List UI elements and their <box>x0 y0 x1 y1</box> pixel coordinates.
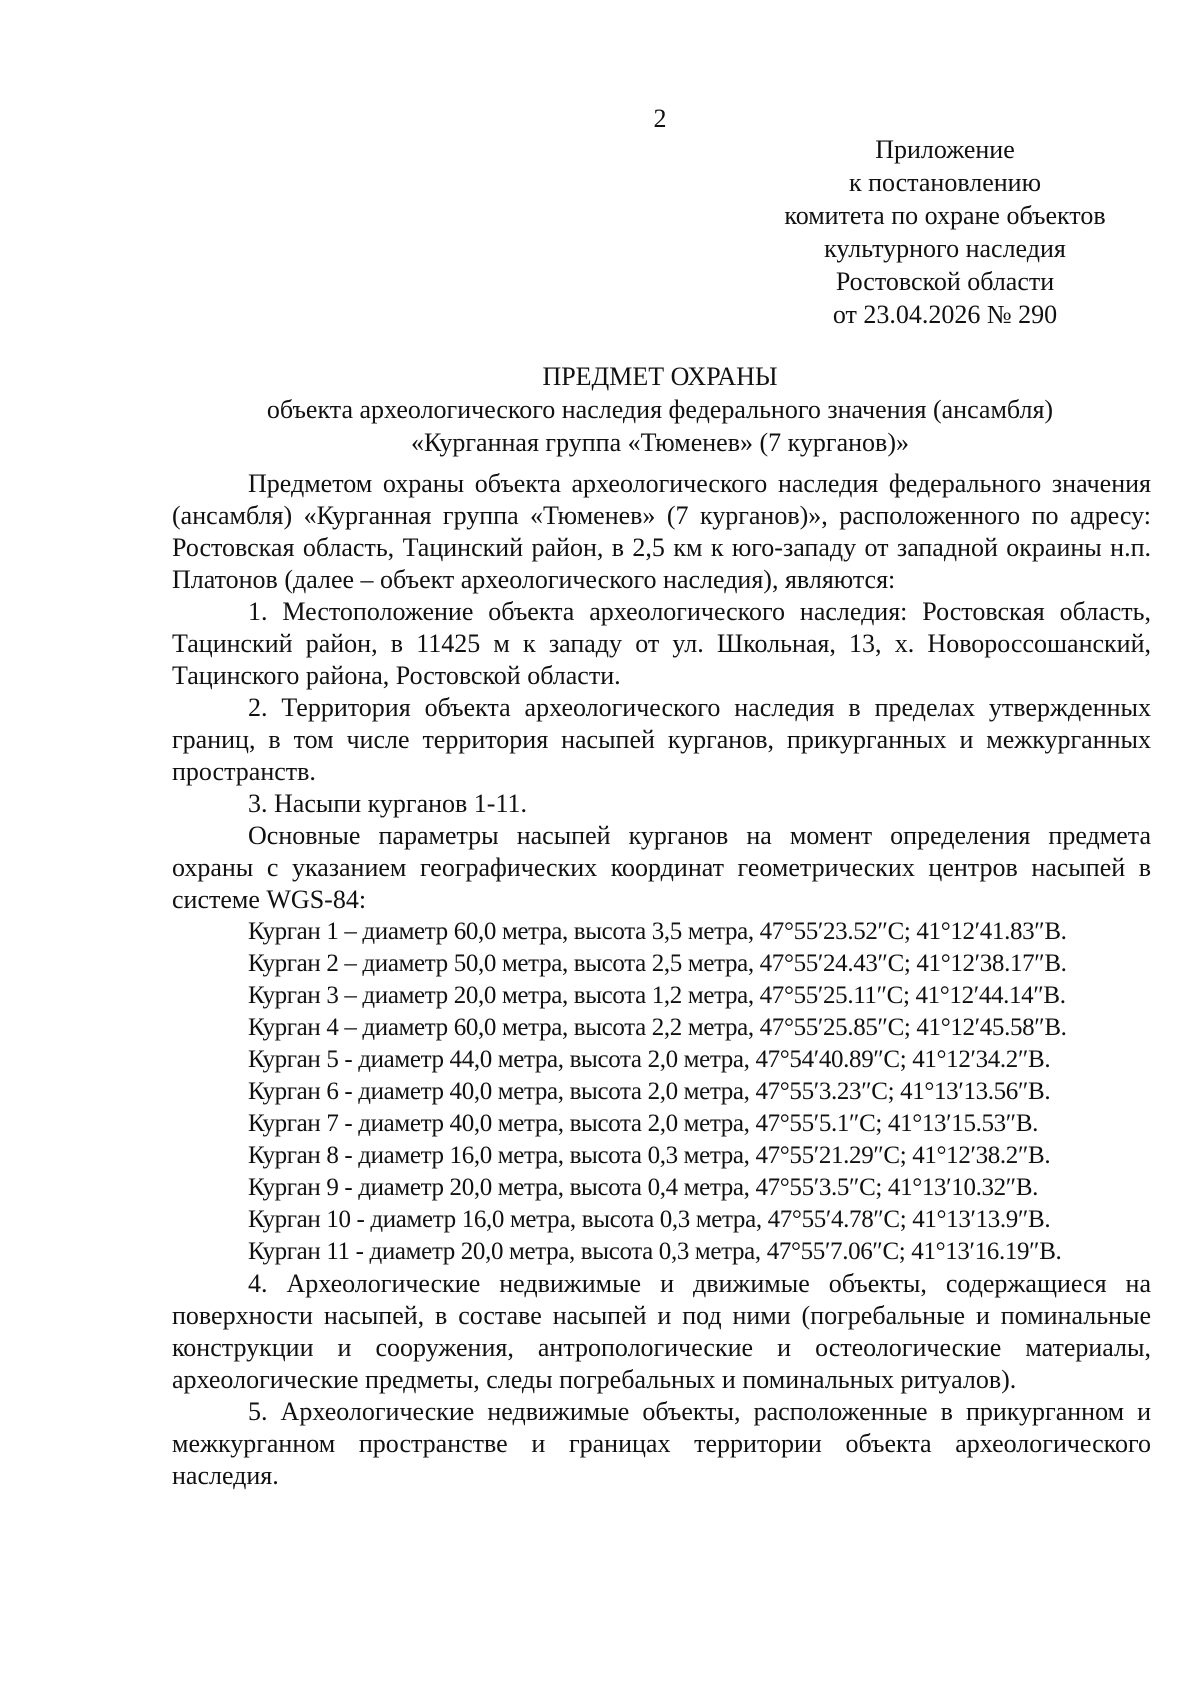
kurgan-item: Курган 7 - диаметр 40,0 метра, высота 2,0 метра, 47°55′5.1″С; 41°13′15.53″В. <box>248 1110 1039 1137</box>
kurgan-item: Курган 8 - диаметр 16,0 метра, высота 0,3 метра, 47°55′21.29″С; 41°12′38.2″В. <box>248 1142 1051 1169</box>
kurgan-item: Курган 4 – диаметр 60,0 метра, высота 2,2 метра, 47°55′25.85″С; 41°12′45.58″В. <box>248 1014 1067 1041</box>
kurgan-item: Курган 2 – диаметр 50,0 метра, высота 2,5 метра, 47°55′24.43″С; 41°12′38.17″В. <box>248 950 1067 977</box>
document-subtitle: объекта археологического наследия федерального значения (ансамбля) <box>266 395 1054 424</box>
document-subtitle: «Курганная группа «Тюменев» (7 курганов)» <box>411 428 909 457</box>
kurgan-item: Курган 10 - диаметр 16,0 метра, высота 0,3 метра, 47°55′4.78″С; 41°13′13.9″В. <box>248 1206 1051 1233</box>
item-location: 1. Местоположение объекта археологического наследия: Ростовская область, Тацинский район, в 11425 м к западу от ул. Школьная, 13, х. Новороссошанский, Тацинского района, Ростовской области. <box>172 597 1151 690</box>
appendix-line: культурного наследия <box>824 234 1066 263</box>
appendix-line: Ростовской области <box>835 267 1055 296</box>
item-immovable-objects: 5. Археологические недвижимые объекты, расположенные в прикурганном и межкурганном пространстве и границах территории объекта археологического наследия. <box>172 1397 1151 1490</box>
kurgan-item: Курган 6 - диаметр 40,0 метра, высота 2,0 метра, 47°55′3.23″С; 41°13′13.56″В. <box>248 1078 1051 1105</box>
document-heading <box>0 360 1200 459</box>
kurgan-item: Курган 9 - диаметр 20,0 метра, высота 0,4 метра, 47°55′3.5″С; 41°13′10.32″В. <box>248 1174 1039 1201</box>
kurgan-item: Курган 11 - диаметр 20,0 метра, высота 0,3 метра, 47°55′7.06″С; 41°13′16.19″В. <box>248 1238 1062 1265</box>
appendix-block <box>760 133 1130 331</box>
kurgan-list <box>172 916 1151 1268</box>
document-body <box>172 468 1151 1492</box>
kurgan-item: Курган 5 - диаметр 44,0 метра, высота 2,0 метра, 47°54′40.89″С; 41°12′34.2″В. <box>248 1046 1051 1073</box>
kurgan-item: Курган 1 – диаметр 60,0 метра, высота 3,5 метра, 47°55′23.52″С; 41°12′41.83″В. <box>248 918 1067 945</box>
appendix-line: комитета по охране объектов <box>784 201 1106 230</box>
appendix-line: к постановлению <box>848 168 1042 197</box>
params-intro: Основные параметры насыпей курганов на момент определения предмета охраны с указанием географических координат геометрических центров насыпей в системе WGS-84: <box>172 821 1151 914</box>
item-mounds: 3. Насыпи курганов 1-11. <box>248 789 528 818</box>
appendix-line: Приложение <box>875 135 1015 164</box>
intro-paragraph: Предметом охраны объекта археологического наследия федерального значения (ансамбля) «Курганная группа «Тюменев» (7 курганов)», расположенного по адресу: Ростовская область, Тацинский район, в 2,5 км к юго-западу от западной окраины н.п. Платонов (далее – объект археологического наследия), являются: <box>172 469 1151 594</box>
page-number: 2 <box>653 104 667 133</box>
item-archaeological-objects: 4. Археологические недвижимые и движимые объекты, содержащиеся на поверхности насыпей, в составе насыпей и под ними (погребальные и поминальные конструкции и сооружения, антропологические и остеологические материалы, археологические предметы, следы погребальных и поминальных ритуалов). <box>172 1269 1151 1394</box>
appendix-line: от 23.04.2026 № 290 <box>832 300 1058 329</box>
item-territory: 2. Территория объекта археологического наследия в пределах утвержденных границ, в том числе территория насыпей курганов, прикурганных и межкурганных пространств. <box>172 693 1151 786</box>
kurgan-item: Курган 3 – диаметр 20,0 метра, высота 1,2 метра, 47°55′25.11″С; 41°12′44.14″В. <box>248 982 1066 1009</box>
document-title: ПРЕДМЕТ ОХРАНЫ <box>542 362 778 391</box>
